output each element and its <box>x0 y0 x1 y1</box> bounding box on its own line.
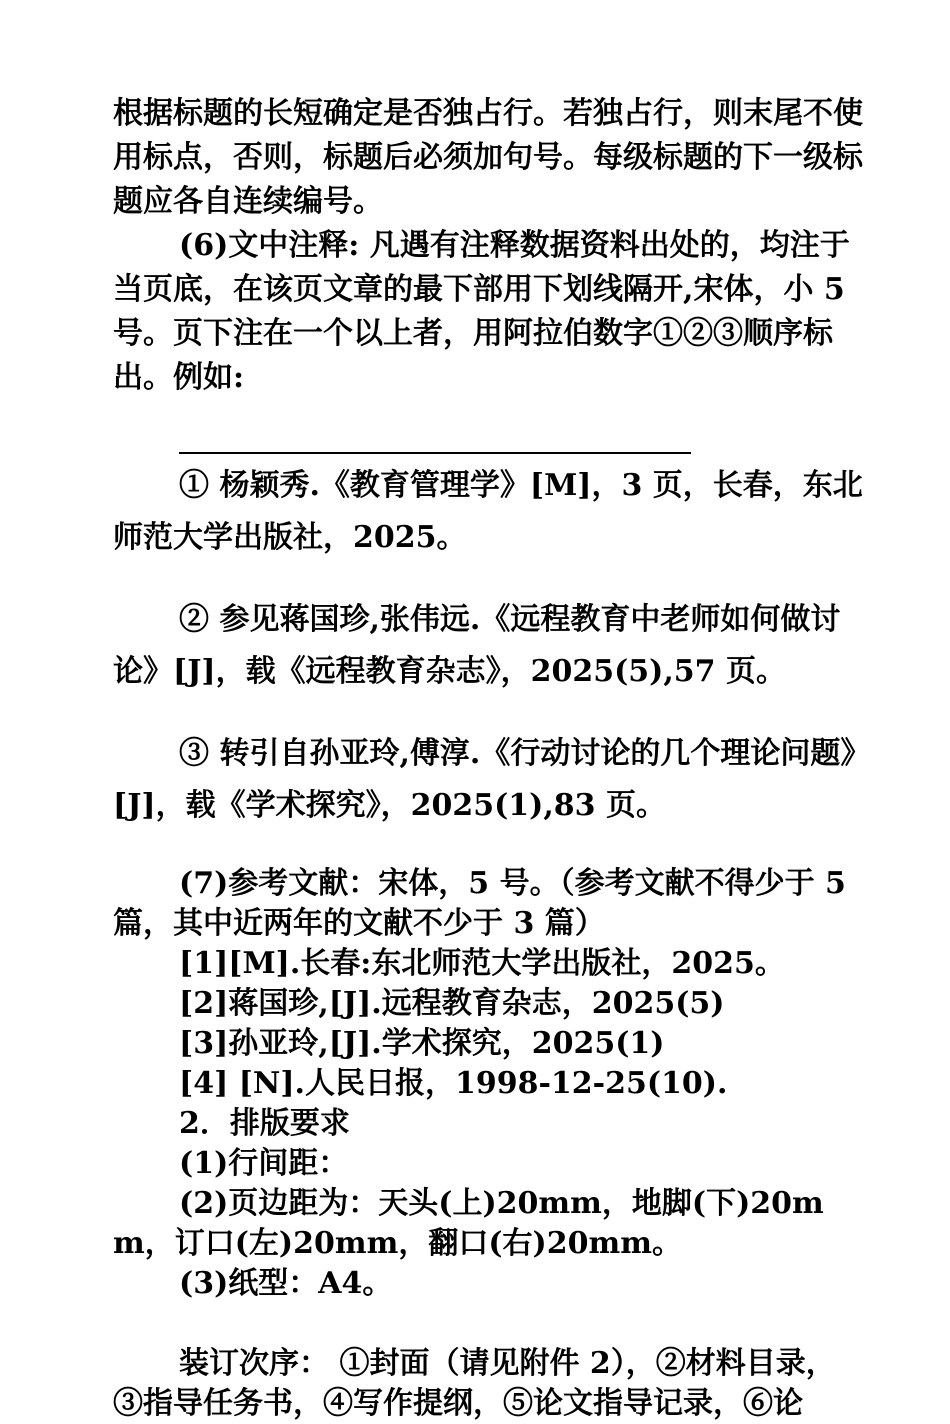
section-2-item-3: (3)纸型：A4。 <box>179 1266 393 1301</box>
footnote-separator-line <box>179 452 691 454</box>
section-2-item-2: (2)页边距为：天头(上)20mm，地脚(下)20mm，订口(左)20mm，翻口(右)20mm。 <box>113 1186 824 1261</box>
paragraph-title-rule: 根据标题的长短确定是否独占行。若独占行，则末尾不使用标点，否则，标题后必须加句号。每级标题的下一级标题应各自连续编号。 <box>113 96 863 219</box>
binding-order-paragraph: 装订次序： ①封面（请见附件 2），②材料目录，③指导任务书，④写作提纲，⑤论文指导记录，⑥论 <box>113 1346 836 1421</box>
reference-1: [1][M].长春:东北师范大学出版社，2025。 <box>179 946 785 981</box>
footnote-2: ② 参见蒋国珍,张伟远.《远程教育中老师如何做讨论》[J]，载《远程教育杂志》，2025(5),57 页。 <box>113 602 841 689</box>
reference-4: [4] [N].人民日报，1998-12-25(10). <box>179 1066 728 1101</box>
paragraph-references-7: (7)参考文献：宋体，5 号。（参考文献不得少于 5 篇，其中近两年的文献不少于 3 篇） <box>113 866 846 941</box>
section-2-item-1: (1)行间距： <box>179 1146 349 1181</box>
reference-3: [3]孙亚玲,[J].学术探究，2025(1) <box>179 1026 665 1061</box>
footnote-3: ③ 转引自孙亚玲,傅淳.《行动讨论的几个理论问题》[J]，载《学术探究》，2025(1),83 页。 <box>113 736 856 823</box>
section-2-title: 2．排版要求 <box>179 1106 350 1141</box>
document-page <box>113 92 863 1424</box>
footnote-1: ① 杨颖秀.《教育管理学》[M]，3 页，长春，东北师范大学出版社，2025。 <box>113 468 863 555</box>
reference-2: [2]蒋国珍,[J].远程教育杂志，2025(5) <box>179 986 725 1021</box>
paragraph-note-6: (6)文中注释: 凡遇有注释数据资料出处的，均注于当页底，在该页文章的最下部用下划线隔开,宋体，小 5 号。页下注在一个以上者，用阿拉伯数字①②③顺序标出。例如: <box>113 228 850 395</box>
